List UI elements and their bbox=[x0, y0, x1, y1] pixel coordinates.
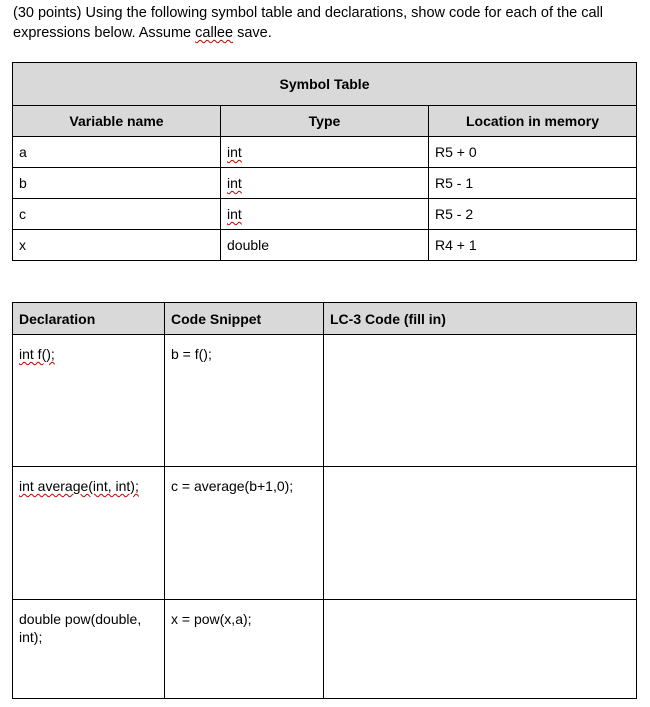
header-declaration: Declaration bbox=[13, 303, 165, 335]
location-cell: R5 - 1 bbox=[429, 168, 637, 199]
header-type: Type bbox=[221, 106, 429, 137]
lc3-code-answer-cell[interactable] bbox=[324, 335, 637, 467]
code-table bbox=[12, 302, 637, 699]
table-row bbox=[13, 199, 637, 230]
declaration-text: int f(); bbox=[19, 346, 55, 362]
location-cell: R5 + 0 bbox=[429, 137, 637, 168]
table-row bbox=[13, 600, 637, 699]
question-line-1: (30 points) Using the following symbol table and declarations, show code for each of the call bbox=[13, 5, 603, 21]
variable-name-cell: x bbox=[13, 230, 221, 261]
type-cell bbox=[221, 168, 429, 199]
question-text bbox=[13, 3, 633, 43]
question-callee-word: callee bbox=[195, 25, 234, 41]
header-variable-name: Variable name bbox=[13, 106, 221, 137]
declaration-cell bbox=[13, 335, 165, 467]
code-snippet-cell: x = pow(x,a); bbox=[165, 600, 324, 699]
variable-name-cell: b bbox=[13, 168, 221, 199]
location-cell: R5 - 2 bbox=[429, 199, 637, 230]
type-text: int bbox=[227, 175, 242, 191]
variable-name-cell: a bbox=[13, 137, 221, 168]
code-snippet-cell: b = f(); bbox=[165, 335, 324, 467]
type-text: int bbox=[227, 144, 242, 160]
variable-name-cell: c bbox=[13, 199, 221, 230]
header-location: Location in memory bbox=[429, 106, 637, 137]
header-lc3-code: LC-3 Code (fill in) bbox=[324, 303, 637, 335]
code-snippet-cell: c = average(b+1,0); bbox=[165, 467, 324, 600]
symbol-table bbox=[12, 62, 637, 261]
type-cell bbox=[221, 199, 429, 230]
table-row bbox=[13, 467, 637, 600]
question-line-2b: save. bbox=[233, 25, 272, 41]
declaration-cell bbox=[13, 467, 165, 600]
type-cell bbox=[221, 137, 429, 168]
declaration-text: int average(int, int); bbox=[19, 478, 139, 494]
table-row bbox=[13, 137, 637, 168]
table-row bbox=[13, 335, 637, 467]
header-code-snippet: Code Snippet bbox=[165, 303, 324, 335]
symbol-table-title: Symbol Table bbox=[13, 63, 637, 106]
question-line-2a: expressions below. Assume bbox=[13, 25, 196, 41]
declaration-cell: double pow(double, int); bbox=[13, 600, 165, 699]
table-row bbox=[13, 230, 637, 261]
lc3-code-answer-cell[interactable] bbox=[324, 467, 637, 600]
type-cell: double bbox=[221, 230, 429, 261]
table-row bbox=[13, 168, 637, 199]
lc3-code-answer-cell[interactable] bbox=[324, 600, 637, 699]
location-cell: R4 + 1 bbox=[429, 230, 637, 261]
type-text: int bbox=[227, 206, 242, 222]
